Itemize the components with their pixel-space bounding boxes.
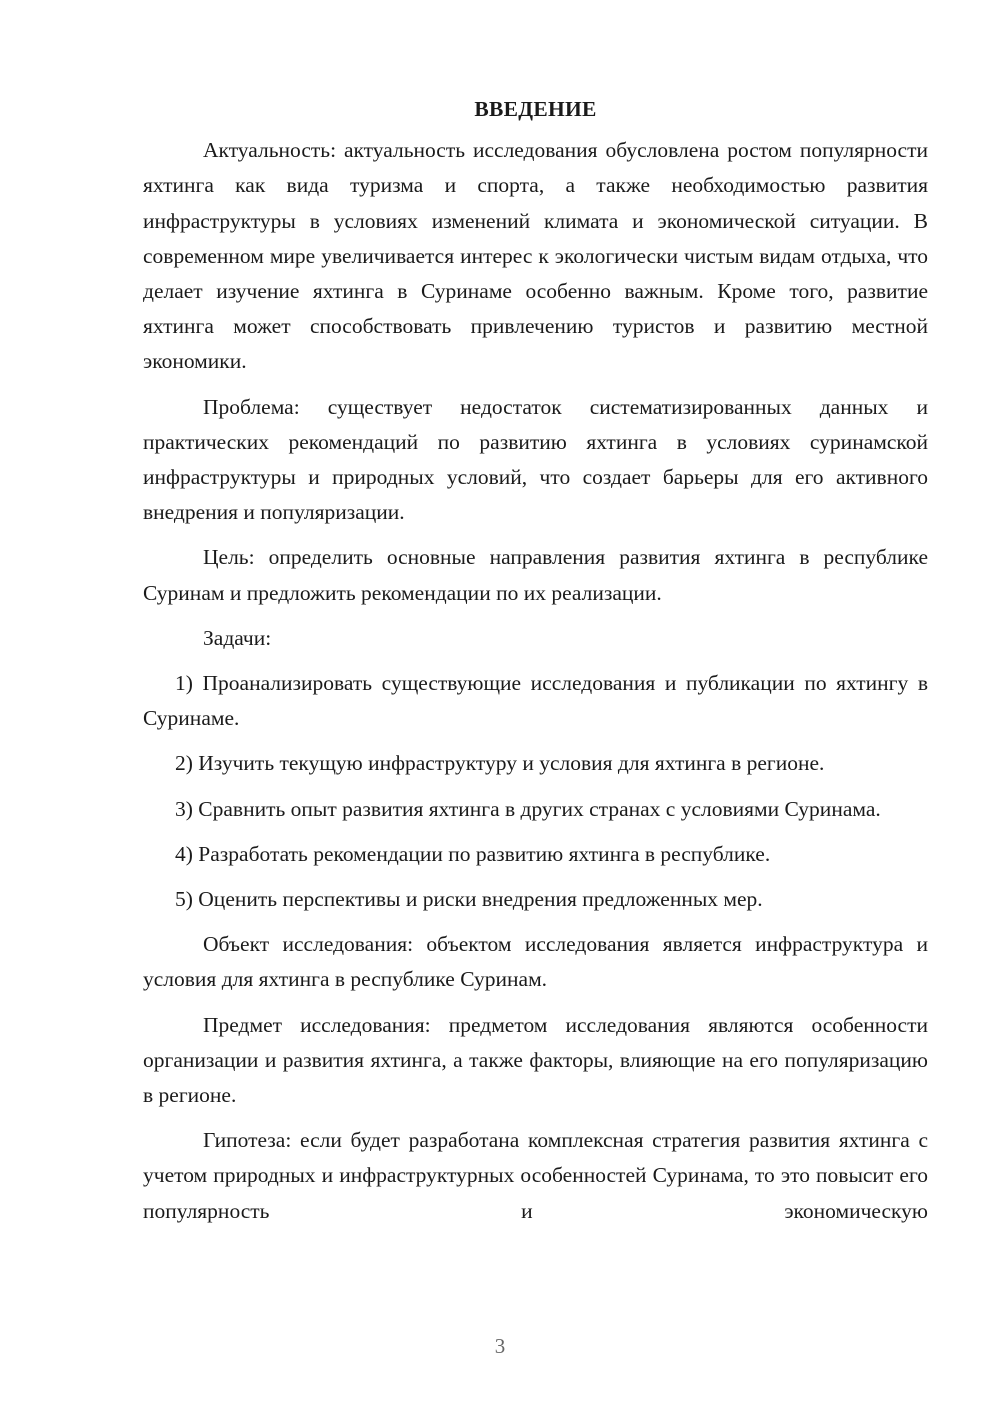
page-number: 3	[494, 1334, 506, 1358]
task-item-4: 4) Разработать рекомендации по развитию яхтинга в республике.	[175, 841, 771, 866]
problem-paragraph: Проблема: существует недостаток систематизированных данных и практических рекомендаций по развитию яхтинга в условиях суринамской инфраструктуры и природных условий, что создает барьеры для его активного внедрения и популяризации.	[143, 394, 928, 525]
section-title: ВВЕДЕНИЕ	[474, 97, 597, 121]
goal-paragraph: Цель: определить основные направления развития яхтинга в республике Суринам и предложить рекомендации по их реализации.	[143, 545, 928, 605]
hypothesis-paragraph: Гипотеза: если будет разработана комплексная стратегия развития яхтинга с учетом природных и инфраструктурных особенностей Суринама, то это повысит его популярность и экономическую	[143, 1128, 928, 1223]
relevance-paragraph: Актуальность: актуальность исследования обусловлена ростом популярности яхтинга как вида туризма и спорта, а также необходимостью развития инфраструктуры в условиях изменений климата и экономической ситуации. В современном мире увеличивается интерес к экологически чистым видам отдыха, что делает изучение яхтинга в Суринаме особенно важным. Кроме того, развитие яхтинга может способствовать привлечению туристов и развитию местной экономики.	[143, 138, 928, 374]
task-item-1: 1) Проанализировать существующие исследования и публикации по яхтингу в Суринаме.	[143, 671, 928, 731]
task-item-5: 5) Оценить перспективы и риски внедрения предложенных мер.	[175, 887, 763, 912]
subject-paragraph: Предмет исследования: предметом исследования являются особенности организации и развития яхтинга, а также факторы, влияющие на его популяризацию в регионе.	[143, 1012, 928, 1108]
document-page	[143, 92, 928, 1229]
task-item-2: 2) Изучить текущую инфраструктуру и условия для яхтинга в регионе.	[175, 751, 825, 776]
tasks-heading: Задачи:	[203, 625, 272, 650]
object-paragraph: Объект исследования: объектом исследования является инфраструктура и условия для яхтинга в республике Суринам.	[143, 932, 928, 992]
task-item-3: 3) Сравнить опыт развития яхтинга в других странах с условиями Суринама.	[175, 796, 881, 821]
